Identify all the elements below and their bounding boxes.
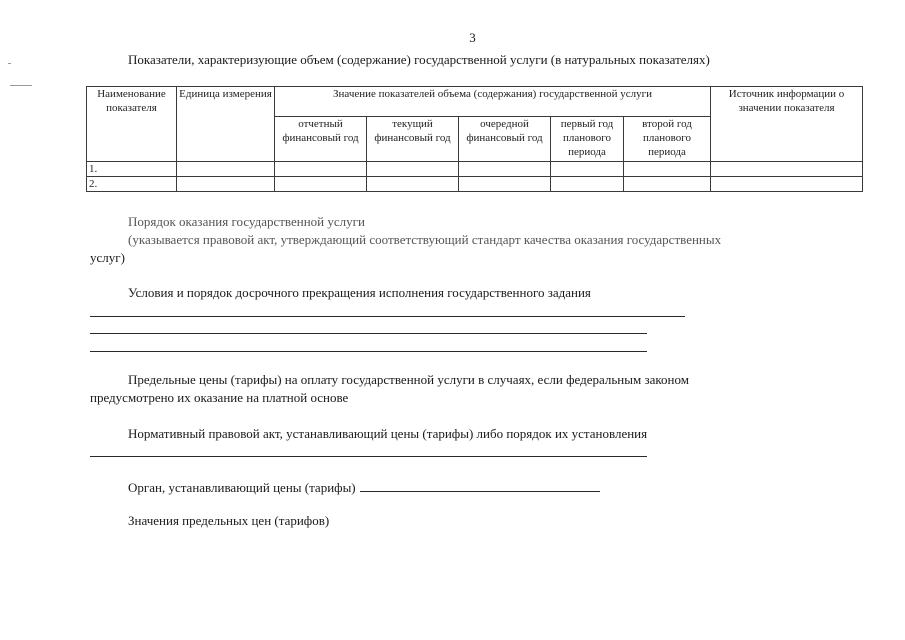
- header-first-plan-year: первый год планового периода: [551, 117, 624, 162]
- table-heading: Показатели, характеризующие объем (содержание) государственной услуги (в натуральных показателях): [128, 52, 710, 67]
- row-number: 2.: [87, 177, 177, 192]
- price-values-title: Значения предельных цен (тарифов): [128, 513, 330, 528]
- termination-title: Условия и порядок досрочного прекращения исполнения государственного задания: [128, 285, 591, 300]
- table-cell: [459, 177, 551, 192]
- page-number: 3: [469, 30, 476, 45]
- fill-line: [90, 351, 647, 352]
- table-cell: [367, 177, 459, 192]
- fill-line: [90, 333, 647, 334]
- table-row: [87, 177, 863, 192]
- procedure-title: Порядок оказания государственной услуги: [128, 214, 365, 229]
- fill-line: [90, 316, 685, 317]
- table-cell: [711, 162, 863, 177]
- price-limits-text-end: предусмотрено их оказание на платной основе: [90, 390, 349, 405]
- table-cell: [367, 162, 459, 177]
- indicators-table: [86, 86, 863, 192]
- table-cell: [275, 177, 367, 192]
- price-limits-text: Предельные цены (тарифы) на оплату государственной услуги в случаях, если федеральным законом: [128, 372, 689, 387]
- table-cell: [551, 162, 624, 177]
- fill-line: [90, 456, 647, 457]
- header-source: Источник информации о значении показателя: [711, 87, 863, 162]
- table-cell: [177, 162, 275, 177]
- procedure-note: (указывается правовой акт, утверждающий соответствующий стандарт качества оказания государственных: [128, 232, 722, 247]
- table-cell: [551, 177, 624, 192]
- scan-speck: [8, 63, 11, 64]
- price-body-text: Орган, устанавливающий цены (тарифы): [128, 480, 356, 495]
- header-indicator-name: Наименование показателя: [87, 87, 177, 162]
- table-cell: [624, 162, 711, 177]
- header-current-year: текущий финансовый год: [367, 117, 459, 162]
- header-unit: Единица измерения: [177, 87, 275, 162]
- header-values-group: Значение показателей объема (содержания) государственной услуги: [275, 87, 711, 117]
- normative-act-title: Нормативный правовой акт, устанавливающий цены (тарифы) либо порядок их установления: [128, 426, 648, 441]
- row-number: 1.: [87, 162, 177, 177]
- header-next-year: очередной финансовый год: [459, 117, 551, 162]
- table-row: [87, 162, 863, 177]
- header-second-plan-year: второй год планового периода: [624, 117, 711, 162]
- procedure-note-end: услуг): [90, 250, 125, 265]
- price-body-label: [128, 479, 600, 496]
- table-cell: [275, 162, 367, 177]
- header-reporting-year: отчетный финансовый год: [275, 117, 367, 162]
- table-cell: [711, 177, 863, 192]
- table-cell: [459, 162, 551, 177]
- table-cell: [624, 177, 711, 192]
- table-cell: [177, 177, 275, 192]
- scan-speck: [10, 85, 32, 86]
- fill-line: [360, 479, 600, 492]
